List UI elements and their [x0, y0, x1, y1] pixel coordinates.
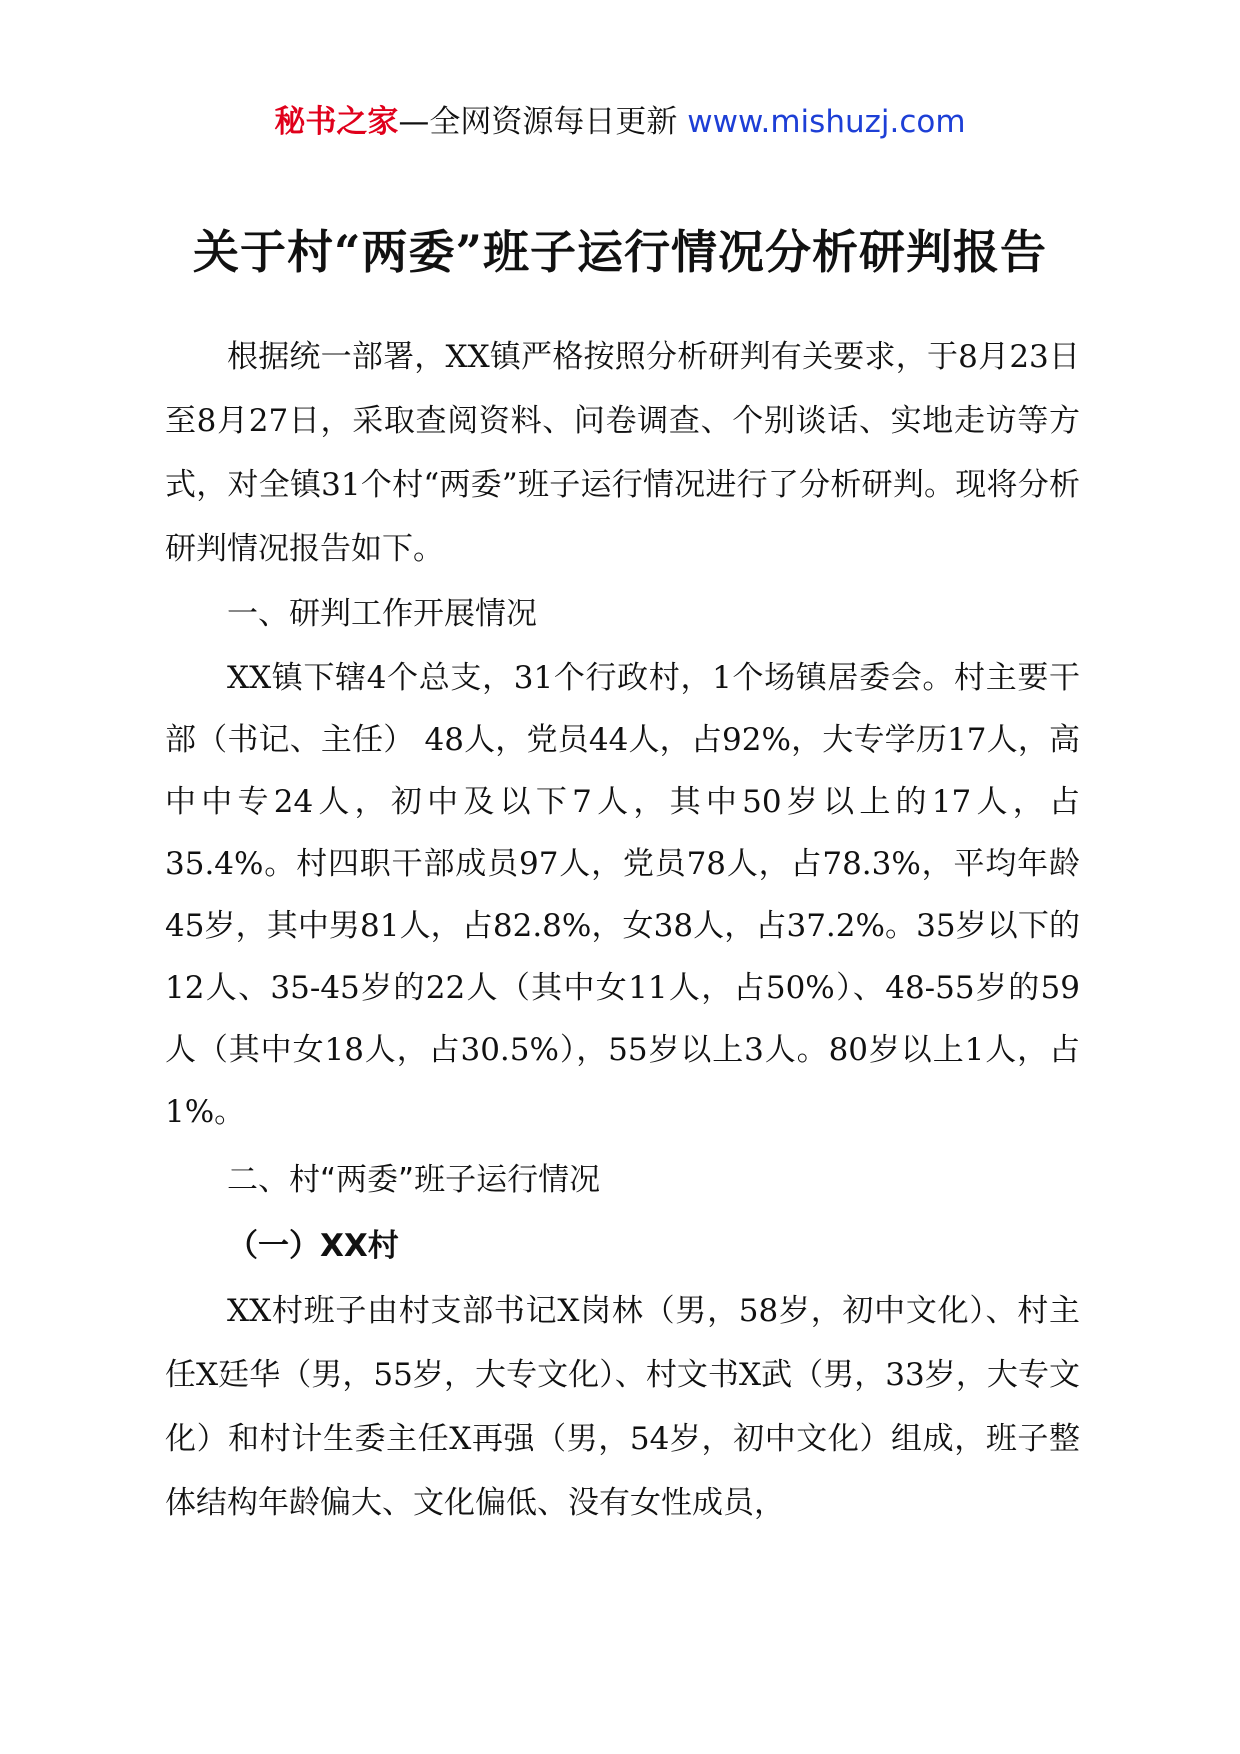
document-title: 关于村“两委”班子运行情况分析研判报告: [193, 225, 1047, 279]
section-1-paragraph: XX镇下辖4个总支，31个行政村，1个场镇居委会。村主要干部（书记、主任） 48人，党员44人，占92%，大专学历17人，高中中专24人，初中及以下7人，其中50岁以上的17人，占35.4%。村四职干部成员97人，党员78人，占78.3%，平均年龄45岁，其中男81人，占82.8%，女38人，占37.2%。35岁以下的12人、35-45岁的22人（其中女11人，占50%）、48-55岁的59人（其中女18人，占30.5%），55岁以上3人。80岁以上1人，占1%。: [165, 660, 1080, 1130]
site-header-banner: [0, 100, 1240, 144]
intro-paragraph: 根据统一部署，XX镇严格按照分析研判有关要求，于8月23日至8月27日，采取查阅资料、问卷调查、个别谈话、实地走访等方式，对全镇31个村“两委”班子运行情况进行了分析研判。现将分析研判情况报告如下。: [165, 339, 1080, 567]
section-1-heading: 一、研判工作开展情况: [227, 596, 537, 632]
site-brand-name: 秘书之家: [274, 104, 399, 140]
subsection-1-paragraph: XX村班子由村支部书记X岗林（男，58岁，初中文化）、村主任X廷华（男，55岁，大专文化）、村文书X武（男，33岁，大专文化）和村计生委主任X再强（男，54岁，初中文化）组成，班子整体结构年龄偏大、文化偏低、没有女性成员，: [165, 1293, 1080, 1521]
site-tagline: —全网资源每日更新: [398, 104, 688, 140]
document-body: [165, 325, 1080, 1535]
site-url-link[interactable]: www.mishuzj.com: [687, 104, 966, 140]
section-2-heading: 二、村“两委”班子运行情况: [227, 1162, 601, 1198]
subsection-1-heading: （一）XX村: [227, 1228, 399, 1264]
